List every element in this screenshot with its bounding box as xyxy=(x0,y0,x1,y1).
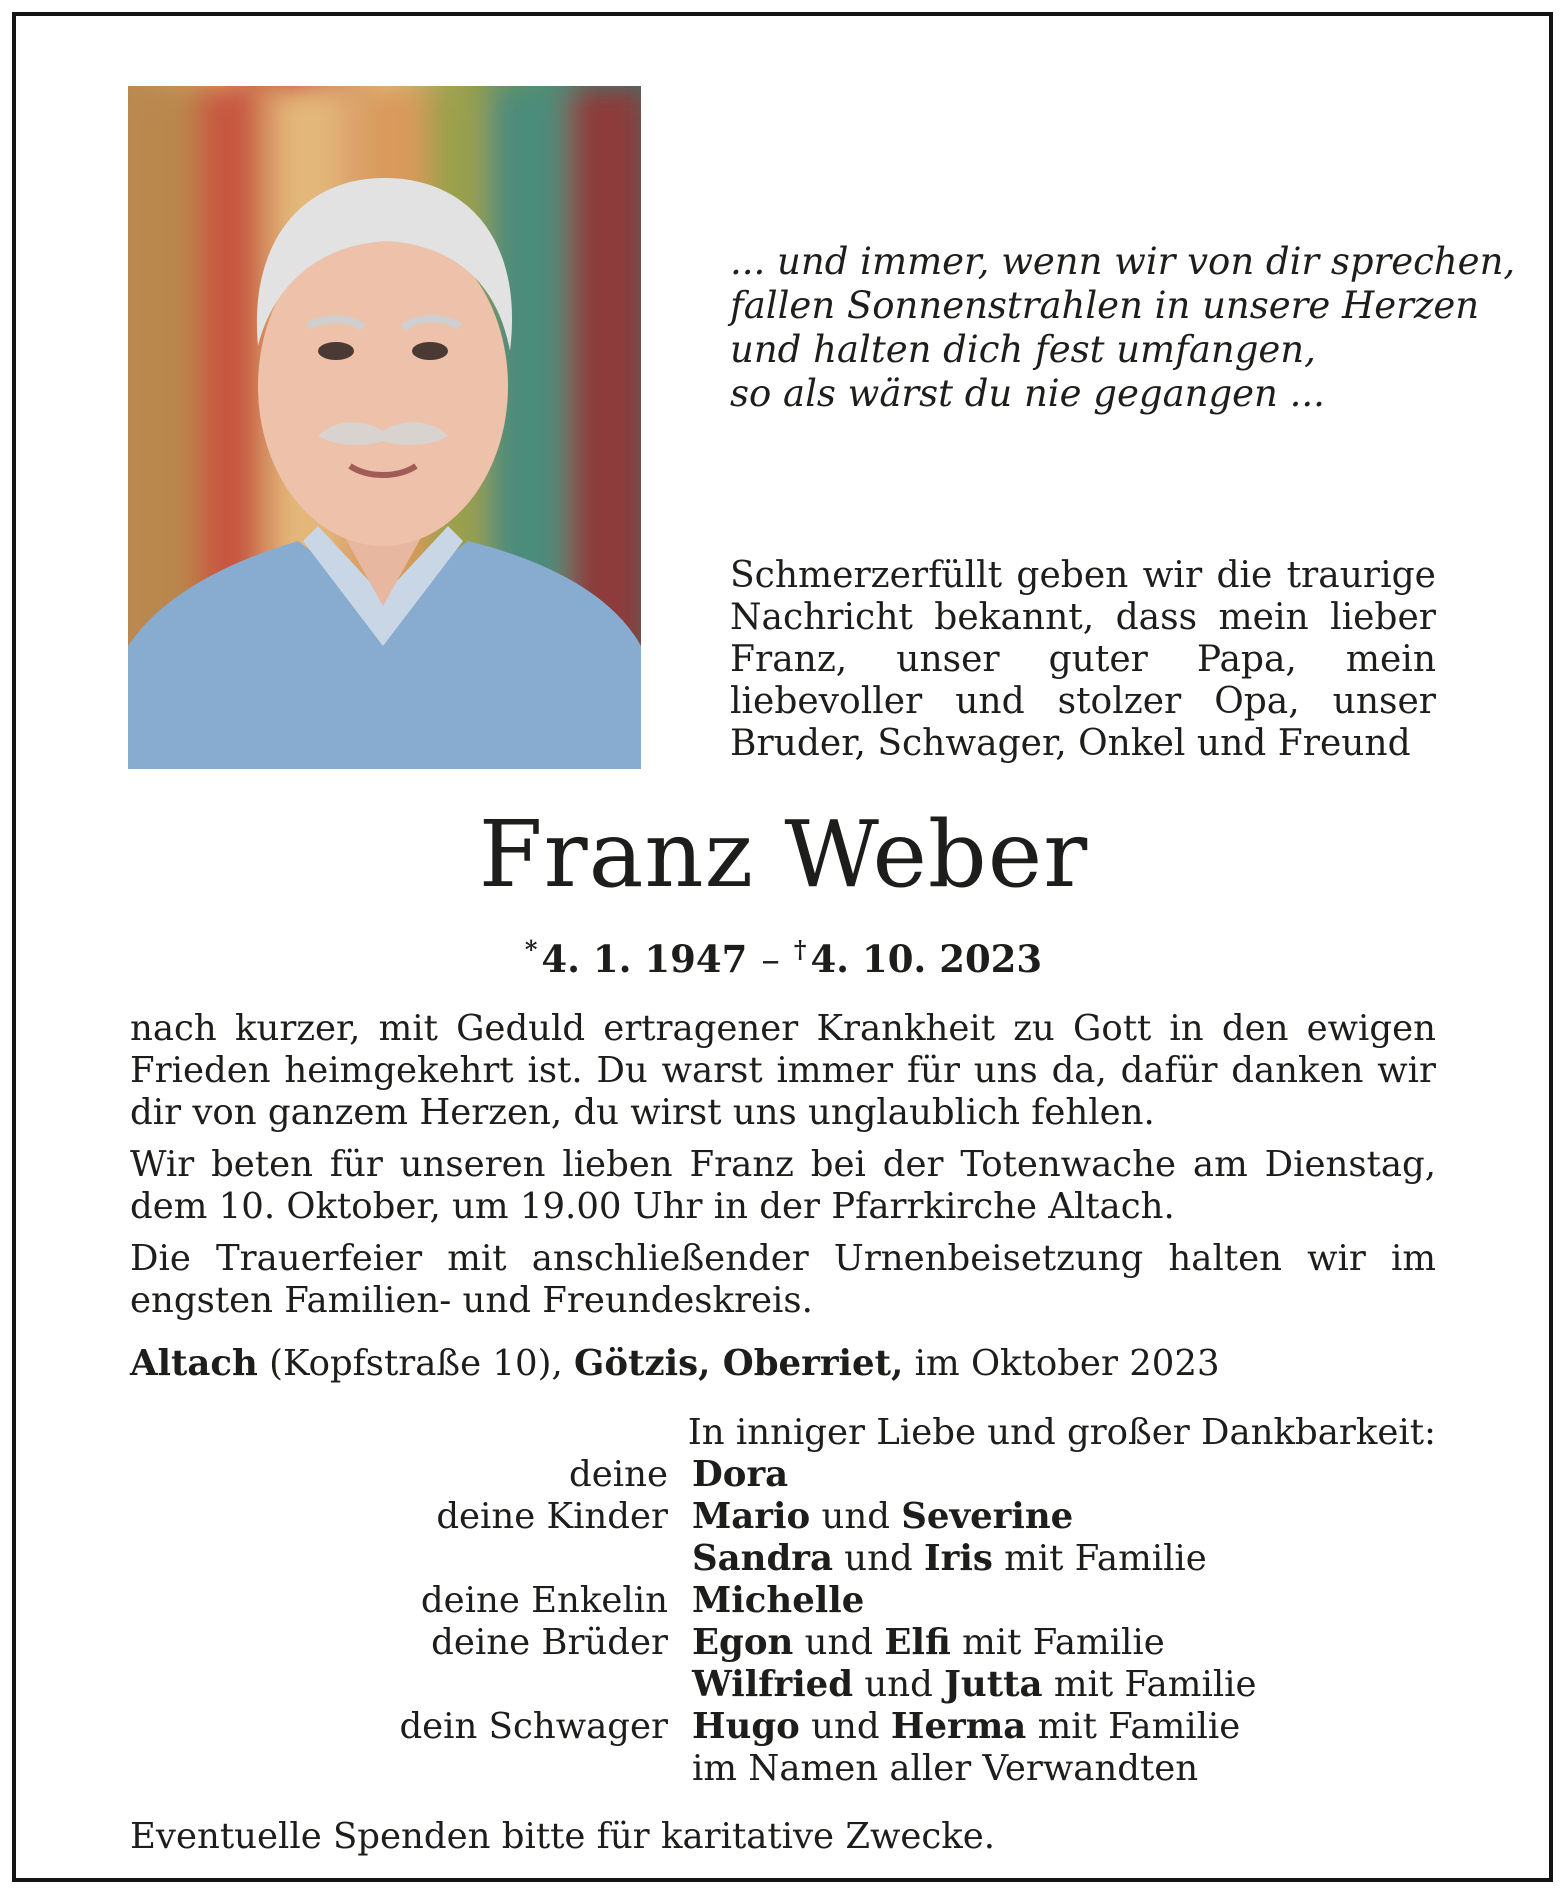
mourner-name: Dora xyxy=(692,1454,789,1495)
memorial-quote xyxy=(730,240,1516,416)
place-and-date xyxy=(130,1342,1436,1386)
mourner-name: Elfi xyxy=(884,1622,951,1663)
quote-line: und halten dich fest umfangen, xyxy=(730,328,1316,371)
date-separator: – xyxy=(761,938,780,981)
mourner-name: Severine xyxy=(901,1496,1074,1537)
mourners-heading-row xyxy=(130,1412,1436,1454)
mourner-suffix: mit Familie xyxy=(1004,1538,1207,1579)
mourner-row xyxy=(130,1622,1436,1664)
mourner-name: Egon xyxy=(692,1622,794,1663)
donation-note: Eventuelle Spenden bitte für karitative Zwecke. xyxy=(130,1816,996,1857)
life-dates xyxy=(0,927,1567,983)
mourner-name: Wilfried xyxy=(692,1664,854,1705)
mourner-name: Jutta xyxy=(944,1664,1043,1705)
mourner-row xyxy=(130,1664,1436,1706)
place-date: im Oktober 2023 xyxy=(914,1343,1220,1384)
mourner-name: Iris xyxy=(924,1538,993,1579)
body-paragraph: Die Trauerfeier mit anschließender Urnenbeisetzung halten wir im engsten Familien- und Freundeskreis. xyxy=(130,1238,1436,1321)
place-others: Götzis, Oberriet, xyxy=(574,1343,904,1384)
announcement-intro: Schmerzerfüllt geben wir die traurige Nachricht bekannt, dass mein lieber Franz, unser guter Papa, mein liebevoller und stolzer Opa, unser Bruder, Schwager, Onkel und Freund xyxy=(730,555,1436,764)
mourner-name: Michelle xyxy=(692,1580,865,1621)
mourners-closing-row xyxy=(130,1748,1436,1790)
mourner-relation: deine Enkelin xyxy=(420,1580,668,1621)
death-symbol: † xyxy=(793,935,807,964)
mourner-name: Hugo xyxy=(692,1706,800,1747)
mourner-suffix: mit Familie xyxy=(1037,1706,1241,1747)
birth-symbol: * xyxy=(524,935,538,964)
mourner-relation xyxy=(130,1538,692,1580)
quote-line: so als wärst du nie gegangen ... xyxy=(730,372,1325,415)
mourner-relation: deine xyxy=(569,1454,668,1495)
mourner-name: Mario xyxy=(692,1496,811,1537)
mourner-row xyxy=(130,1454,1436,1496)
mourner-row xyxy=(130,1580,1436,1622)
mourners-list xyxy=(130,1412,1436,1790)
quote-line: fallen Sonnenstrahlen in unsere Herzen xyxy=(730,284,1480,327)
mourner-join: und xyxy=(864,1664,933,1705)
body-paragraph: nach kurzer, mit Geduld ertragener Krankheit zu Gott in den ewigen Frieden heimgekehrt ist. Du warst immer für uns da, dafür danken wir dir von ganzem Herzen, du wirst uns unglaublich fehlen. xyxy=(130,1008,1436,1133)
right-eye xyxy=(412,342,448,360)
mourners-heading: In inniger Liebe und großer Dankbarkeit: xyxy=(687,1412,1436,1453)
mourner-join: und xyxy=(821,1496,890,1537)
mourner-name: Herma xyxy=(890,1706,1027,1747)
place-town: Altach xyxy=(130,1343,258,1384)
deceased-name: Franz Weber xyxy=(478,801,1089,908)
mourner-join: und xyxy=(804,1622,874,1663)
mourner-suffix: mit Familie xyxy=(1053,1664,1257,1705)
body-paragraph: Wir beten für unseren lieben Franz bei der Totenwache am Dienstag, dem 10. Oktober, um 19.00 Uhr in der Pfarrkirche Altach. xyxy=(130,1144,1436,1227)
place-address: (Kopfstraße 10), xyxy=(269,1343,563,1384)
mourner-suffix: mit Familie xyxy=(962,1622,1165,1663)
mourner-name: Sandra xyxy=(692,1538,833,1579)
mourners-closing: im Namen aller Verwandten xyxy=(692,1748,1199,1789)
portrait-photo xyxy=(128,86,641,769)
mourner-row xyxy=(130,1706,1436,1748)
obituary-body xyxy=(130,1008,1436,1332)
mourner-relation: dein Schwager xyxy=(399,1706,668,1747)
portrait-illustration xyxy=(128,86,641,769)
left-eye xyxy=(318,342,354,360)
mourner-row xyxy=(130,1496,1436,1538)
mourner-join: und xyxy=(844,1538,913,1579)
mourner-row xyxy=(130,1538,1436,1580)
mourner-relation: deine Kinder xyxy=(436,1496,668,1537)
mourner-relation xyxy=(130,1664,692,1706)
death-date: 4. 10. 2023 xyxy=(810,937,1043,981)
mourner-relation: deine Brüder xyxy=(431,1622,668,1663)
mourner-join: und xyxy=(811,1706,880,1747)
quote-line: ... und immer, wenn wir von dir sprechen, xyxy=(730,240,1516,283)
birth-date: 4. 1. 1947 xyxy=(541,937,748,981)
